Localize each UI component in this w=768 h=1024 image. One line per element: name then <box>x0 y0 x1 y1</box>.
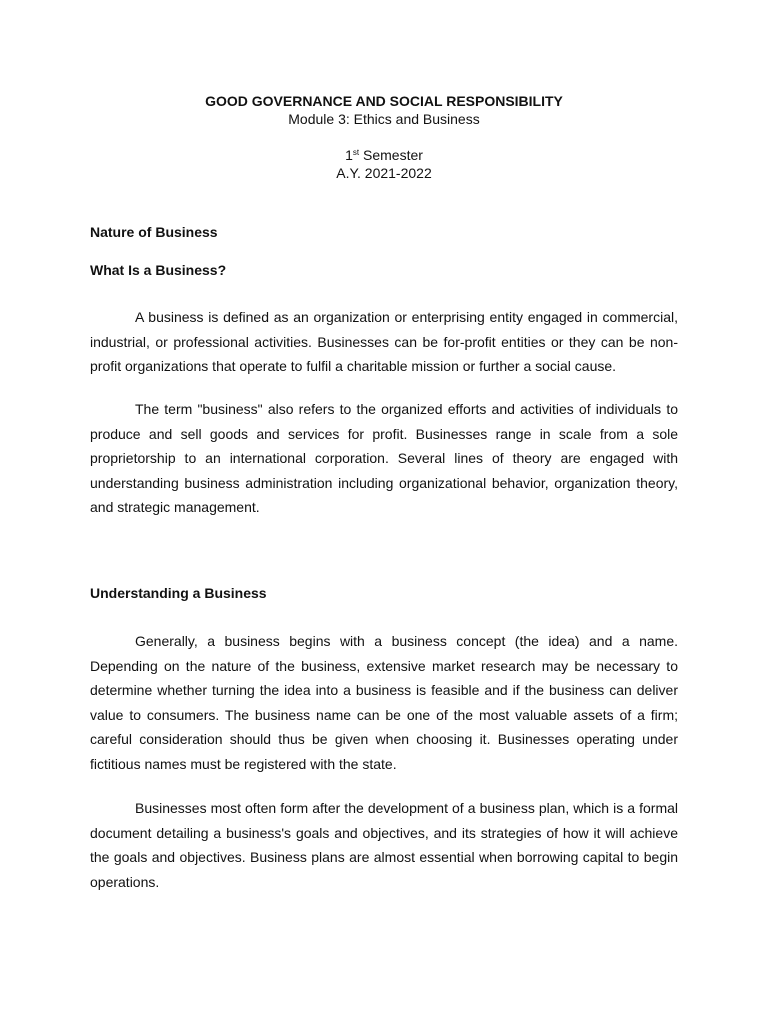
semester-ordinal-suffix: st <box>352 148 360 157</box>
paragraph-business-definition: A business is defined as an organization or enterprising entity engaged in commercial, industrial, or professional activities. Businesses can be for-profit entities or they can be non-profit organizations that operate to fulfil a charitable mission or further a social cause. <box>90 309 678 374</box>
academic-year: A.Y. 2021-2022 <box>336 165 432 181</box>
semester-number: 1 <box>345 147 353 163</box>
document-header <box>0 92 768 182</box>
section-heading-nature-of-business: Nature of Business <box>90 224 218 240</box>
paragraph-business-concept: Generally, a business begins with a business concept (the idea) and a name. Depending on the nature of the business, extensive market research may be necessary to determine whether turning the idea into a business is feasible and if the business can deliver value to consumers. The business name can be one of the most valuable assets of a firm; careful consideration should thus be given when choosing it. Businesses operating under fictitious names must be registered with the state. <box>90 633 678 772</box>
paragraph-business-term: The term "business" also refers to the organized efforts and activities of individuals to produce and sell goods and services for profit. Businesses range in scale from a sole proprietorship to an international corporation. Several lines of theory are engaged with understanding business administration including organizational behavior, organization theory, and strategic management. <box>90 401 678 515</box>
semester-line <box>0 146 768 164</box>
paragraph-business-plan: Businesses most often form after the development of a business plan, which is a formal document detailing a business's goals and objectives, and its strategies of how it will achieve the goals and objectives. Business plans are almost essential when borrowing capital to begin operations. <box>90 800 678 890</box>
section-heading-what-is-a-business: What Is a Business? <box>90 262 227 278</box>
section-heading-understanding-a-business: Understanding a Business <box>90 585 267 601</box>
semester-label: Semester <box>359 147 423 163</box>
module-subtitle: Module 3: Ethics and Business <box>288 111 480 127</box>
document-title: GOOD GOVERNANCE AND SOCIAL RESPONSIBILITY <box>205 93 563 109</box>
